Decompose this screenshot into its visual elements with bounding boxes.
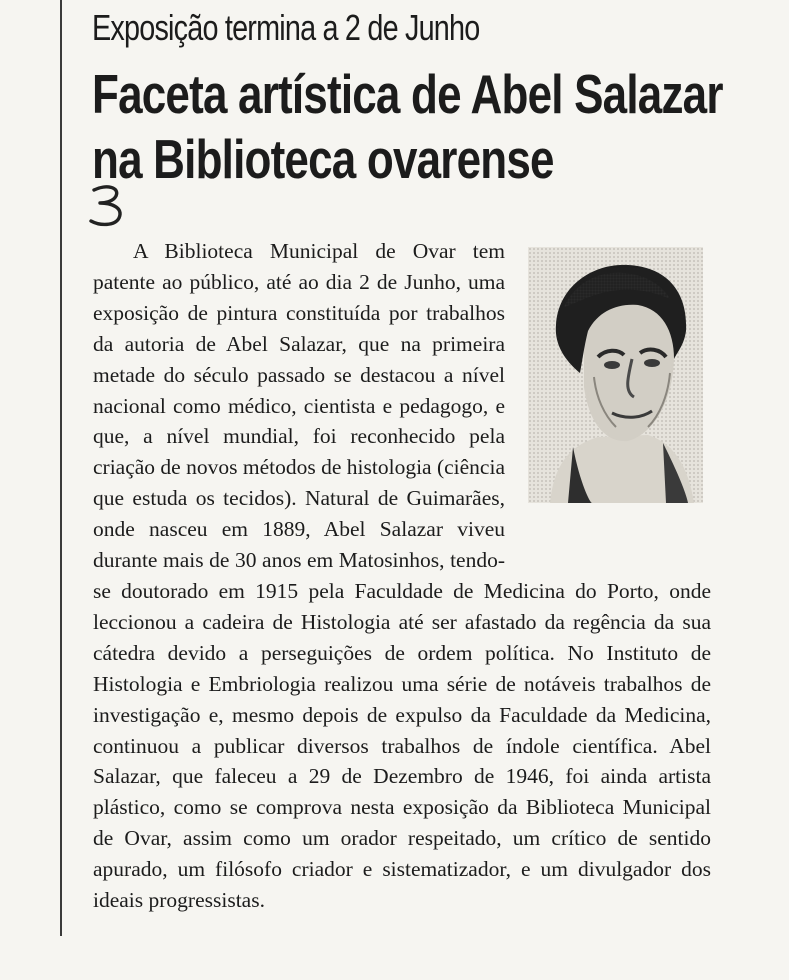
photo-spacer	[505, 236, 711, 546]
column-rule	[60, 0, 62, 936]
article-kicker: Exposição termina a 2 de Junho	[92, 7, 480, 48]
handwritten-3-icon	[86, 183, 132, 229]
headline-line-2: na Biblioteca ovarense	[92, 128, 554, 190]
article-paragraph: A Biblioteca Municipal de Ovar tem patente ao público, até ao dia 2 de Junho, uma exposição de pintura constituída por trabalhos da autoria de Abel Salazar, que na primeira metade do século passado se destacou a nível nacional como médico, cientista e pedagogo, e que, a nível mundial, foi reconhecido pela criação de novos métodos de histologia (ciência que estuda os tecidos). Natural de Guimarães, onde nasceu em 1889, Abel Salazar viveu durante mais de 30 anos em Matosinhos, tendo-se doutorado em 1915 pela Faculdade de Medicina do Porto, onde leccionou a cadeira de Histologia até ser afastado da regência da sua cátedra devido a perseguições de ordem política. No Instituto de Histologia e Embriologia realizou uma série de notáveis trabalhos de investigação e, mesmo depois de expulso da Faculdade da Medicina, continuou a publicar diversos trabalhos de índole científica. Abel Salazar, que faleceu a 29 de Dezembro de 1946, foi ainda artista plástico, como se comprova nesta exposição da Biblioteca Municipal de Ovar, assim como um orador respeitado, um crítico de sentido apurado, um filósofo criador e sistematizador, e um divulgador dos ideais progressistas.	[93, 239, 711, 913]
headline-line-1: Faceta artística de Abel Salazar	[92, 63, 723, 125]
article-headline	[92, 62, 723, 192]
article-body	[93, 236, 711, 916]
